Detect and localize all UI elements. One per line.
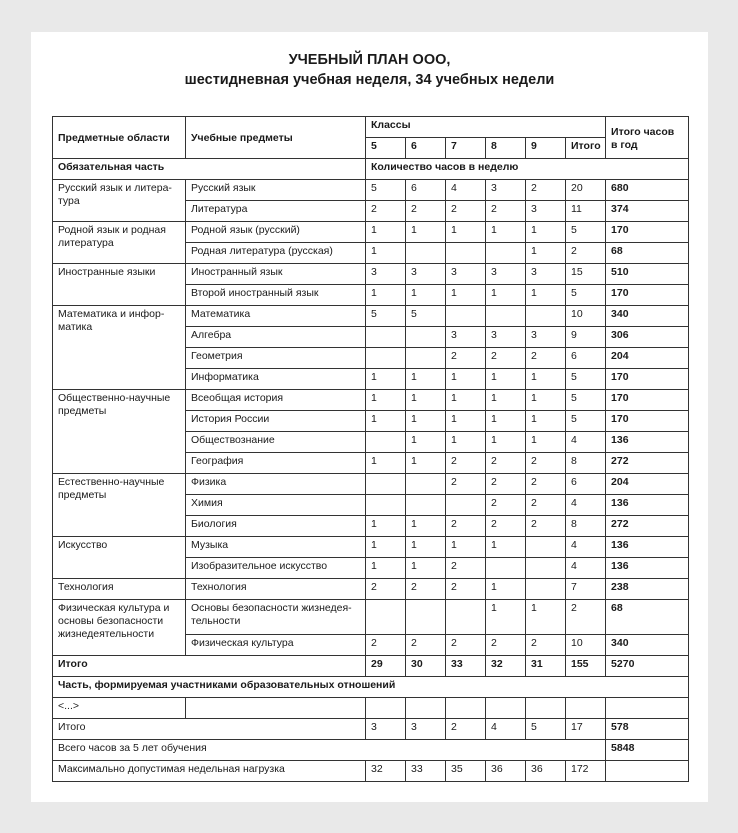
subject-area-cell: Искусство <box>53 537 186 579</box>
year-total-cell: 374 <box>606 201 689 222</box>
hours-cell: 3 <box>366 264 406 285</box>
hours-cell: 1 <box>486 537 526 558</box>
hours-cell: 1 <box>526 411 566 432</box>
all5-total-cell: 5848 <box>606 740 689 761</box>
hours-cell: 2 <box>366 635 406 656</box>
hours-cell: 4 <box>566 558 606 579</box>
table-row <box>53 222 689 243</box>
hours-cell: 2 <box>526 495 566 516</box>
itogo-hours-cell: 155 <box>566 656 606 677</box>
hours-cell <box>366 600 406 635</box>
table-row <box>53 474 689 495</box>
subject-cell: Биология <box>186 516 366 537</box>
header-grade: 8 <box>486 138 526 159</box>
hours-cell: 2 <box>446 516 486 537</box>
hours-cell: 1 <box>446 411 486 432</box>
subject-cell: Литература <box>186 201 366 222</box>
subject-cell: Музыка <box>186 537 366 558</box>
hours-cell: 1 <box>486 432 526 453</box>
hours-cell: 4 <box>566 537 606 558</box>
header-classes: Классы <box>366 117 606 138</box>
hours-cell: 3 <box>526 201 566 222</box>
hours-cell: 2 <box>486 453 526 474</box>
hours-cell: 1 <box>486 411 526 432</box>
subject-cell: Обществознание <box>186 432 366 453</box>
table-row <box>53 579 689 600</box>
hours-cell: 2 <box>486 495 526 516</box>
hours-cell: 10 <box>566 306 606 327</box>
hours-cell: 1 <box>406 390 446 411</box>
hours-cell: 1 <box>406 537 446 558</box>
hours-cell: 1 <box>446 537 486 558</box>
hours-cell: 1 <box>446 369 486 390</box>
hours-cell: 5 <box>566 390 606 411</box>
subject-cell: Математика <box>186 306 366 327</box>
hours-cell: 1 <box>366 411 406 432</box>
hours-cell: 8 <box>566 516 606 537</box>
hours-cell: 2 <box>446 201 486 222</box>
year-total-cell: 272 <box>606 516 689 537</box>
hours-cell: 1 <box>366 390 406 411</box>
itogo2-hours-cell: 4 <box>486 719 526 740</box>
hours-cell: 1 <box>526 432 566 453</box>
hours-cell: 2 <box>366 579 406 600</box>
subject-cell: Информатика <box>186 369 366 390</box>
year-total-cell: 204 <box>606 348 689 369</box>
subject-area-cell: Общественно-научные предметы <box>53 390 186 474</box>
mandatory-part-label: Обязательная часть <box>53 159 366 180</box>
hours-cell: 3 <box>446 264 486 285</box>
empty-cell <box>446 698 486 719</box>
hours-cell: 2 <box>486 474 526 495</box>
max-load-cell: 32 <box>366 761 406 782</box>
hours-cell: 6 <box>566 474 606 495</box>
hours-cell: 1 <box>406 558 446 579</box>
itogo-hours-cell: 29 <box>366 656 406 677</box>
table-row <box>53 719 689 740</box>
hours-cell <box>526 579 566 600</box>
hours-cell: 1 <box>526 600 566 635</box>
hours-cell: 1 <box>366 243 406 264</box>
hours-cell: 1 <box>366 558 406 579</box>
hours-cell <box>366 432 406 453</box>
hours-cell: 5 <box>566 411 606 432</box>
hours-cell: 3 <box>446 327 486 348</box>
hours-cell: 1 <box>406 222 446 243</box>
hours-cell: 2 <box>486 348 526 369</box>
hours-cell <box>406 243 446 264</box>
header-grade: 5 <box>366 138 406 159</box>
hours-cell <box>526 537 566 558</box>
table-row <box>53 740 689 761</box>
hours-cell <box>406 348 446 369</box>
year-total-cell: 136 <box>606 558 689 579</box>
year-total-cell: 136 <box>606 495 689 516</box>
doc-title-line2: шестидневная учебная неделя, 34 учебных недели <box>184 72 555 88</box>
itogo2-hours-cell: 17 <box>566 719 606 740</box>
hours-cell: 1 <box>406 432 446 453</box>
hours-cell: 2 <box>406 201 446 222</box>
all5-label: Всего часов за 5 лет обучения <box>53 740 606 761</box>
ellipsis-cell: <...> <box>53 698 186 719</box>
itogo2-hours-cell: 2 <box>446 719 486 740</box>
hours-cell: 2 <box>526 474 566 495</box>
hours-cell: 4 <box>566 495 606 516</box>
year-total-cell: 170 <box>606 390 689 411</box>
hours-cell: 4 <box>446 180 486 201</box>
hours-cell <box>446 306 486 327</box>
hours-cell: 2 <box>446 453 486 474</box>
doc-title-line1: УЧЕБНЫЙ ПЛАН ООО, <box>288 52 451 68</box>
max-load-cell: 36 <box>486 761 526 782</box>
year-total-cell: 340 <box>606 635 689 656</box>
hours-cell: 2 <box>526 516 566 537</box>
subject-cell: История России <box>186 411 366 432</box>
empty-cell <box>366 698 406 719</box>
subject-cell: Родная литература (русская) <box>186 243 366 264</box>
hours-cell: 5 <box>566 369 606 390</box>
hours-cell: 1 <box>406 285 446 306</box>
year-total-cell: 272 <box>606 453 689 474</box>
year-total-cell: 238 <box>606 579 689 600</box>
hours-cell <box>366 327 406 348</box>
hours-cell: 1 <box>526 222 566 243</box>
max-load-total-cell <box>606 761 689 782</box>
hours-cell <box>366 348 406 369</box>
subject-cell: Русский язык <box>186 180 366 201</box>
hours-cell: 2 <box>486 516 526 537</box>
hours-cell <box>486 306 526 327</box>
itogo-total-cell: 5270 <box>606 656 689 677</box>
year-total-cell: 204 <box>606 474 689 495</box>
table-row <box>53 698 689 719</box>
hours-cell: 9 <box>566 327 606 348</box>
year-total-cell: 170 <box>606 222 689 243</box>
itogo-hours-cell: 30 <box>406 656 446 677</box>
subject-area-cell: Родной язык и родная литература <box>53 222 186 264</box>
hours-cell: 1 <box>446 390 486 411</box>
itogo2-total-cell: 578 <box>606 719 689 740</box>
curriculum-table <box>52 116 689 782</box>
itogo2-label: Итого <box>53 719 366 740</box>
header-grade-total: Итого <box>566 138 606 159</box>
subject-area-cell: Математика и инфор-матика <box>53 306 186 390</box>
empty-cell <box>486 698 526 719</box>
itogo2-hours-cell: 5 <box>526 719 566 740</box>
hours-cell: 6 <box>566 348 606 369</box>
hours-cell: 1 <box>486 390 526 411</box>
hours-cell: 2 <box>526 453 566 474</box>
hours-cell: 2 <box>446 579 486 600</box>
subject-cell: Иностранный язык <box>186 264 366 285</box>
itogo-hours-cell: 31 <box>526 656 566 677</box>
max-load-cell: 172 <box>566 761 606 782</box>
hours-cell: 1 <box>486 285 526 306</box>
hours-cell: 2 <box>566 243 606 264</box>
subject-cell: Химия <box>186 495 366 516</box>
header-grade: 7 <box>446 138 486 159</box>
hours-cell: 1 <box>526 369 566 390</box>
hours-cell: 5 <box>566 222 606 243</box>
empty-cell <box>606 698 689 719</box>
itogo-label: Итого <box>53 656 366 677</box>
table-row <box>53 761 689 782</box>
hours-cell: 11 <box>566 201 606 222</box>
hours-cell: 1 <box>366 453 406 474</box>
part2-label: Часть, формируемая участниками образовательных отношений <box>53 677 689 698</box>
year-total-cell: 170 <box>606 411 689 432</box>
hours-cell: 1 <box>366 369 406 390</box>
subject-cell: География <box>186 453 366 474</box>
table-row <box>53 600 689 635</box>
hours-cell: 1 <box>366 222 406 243</box>
year-total-cell: 680 <box>606 180 689 201</box>
subject-cell: Физика <box>186 474 366 495</box>
hours-cell: 1 <box>486 600 526 635</box>
hours-cell: 1 <box>406 516 446 537</box>
hours-cell: 1 <box>526 390 566 411</box>
hours-cell: 3 <box>486 264 526 285</box>
subject-cell: Всеобщая история <box>186 390 366 411</box>
itogo2-hours-cell: 3 <box>366 719 406 740</box>
hours-cell: 4 <box>566 432 606 453</box>
subject-area-cell: Естественно-научные предметы <box>53 474 186 537</box>
hours-cell: 2 <box>486 201 526 222</box>
year-total-cell: 510 <box>606 264 689 285</box>
hours-cell <box>526 306 566 327</box>
hours-cell <box>406 327 446 348</box>
subject-cell: Родной язык (русский) <box>186 222 366 243</box>
hours-cell: 15 <box>566 264 606 285</box>
empty-cell <box>566 698 606 719</box>
header-subjects: Учебные предметы <box>186 117 366 159</box>
hours-cell: 6 <box>406 180 446 201</box>
document-page <box>31 32 708 802</box>
hours-cell: 1 <box>366 285 406 306</box>
hours-cell <box>446 495 486 516</box>
hours-cell: 1 <box>526 285 566 306</box>
hours-cell <box>406 495 446 516</box>
empty-cell <box>406 698 446 719</box>
hours-cell <box>446 600 486 635</box>
hours-cell: 10 <box>566 635 606 656</box>
hours-cell: 1 <box>446 285 486 306</box>
hours-cell: 1 <box>446 432 486 453</box>
table-row <box>53 656 689 677</box>
header-areas: Предметные области <box>53 117 186 159</box>
subject-area-cell: Русский язык и литера-тура <box>53 180 186 222</box>
hours-cell: 20 <box>566 180 606 201</box>
year-total-cell: 170 <box>606 285 689 306</box>
hours-cell: 1 <box>366 537 406 558</box>
table-row <box>53 677 689 698</box>
year-total-cell: 68 <box>606 243 689 264</box>
hours-cell <box>406 600 446 635</box>
hours-cell: 1 <box>486 369 526 390</box>
max-load-cell: 35 <box>446 761 486 782</box>
hours-cell: 2 <box>526 635 566 656</box>
hours-cell: 3 <box>526 264 566 285</box>
subject-cell: Геометрия <box>186 348 366 369</box>
table-row <box>53 537 689 558</box>
empty-cell <box>186 698 366 719</box>
hours-cell: 1 <box>446 222 486 243</box>
year-total-cell: 68 <box>606 600 689 635</box>
year-total-cell: 340 <box>606 306 689 327</box>
itogo2-hours-cell: 3 <box>406 719 446 740</box>
hours-cell: 5 <box>566 285 606 306</box>
hours-cell: 2 <box>446 558 486 579</box>
itogo-hours-cell: 33 <box>446 656 486 677</box>
table-row <box>53 264 689 285</box>
year-total-cell: 170 <box>606 369 689 390</box>
header-total: Итого часов в год <box>606 117 689 159</box>
itogo-hours-cell: 32 <box>486 656 526 677</box>
hours-cell <box>406 474 446 495</box>
hours-cell: 1 <box>486 222 526 243</box>
hours-cell: 3 <box>486 327 526 348</box>
hours-cell: 2 <box>486 635 526 656</box>
hours-cell <box>526 558 566 579</box>
hours-cell: 2 <box>366 201 406 222</box>
year-total-cell: 306 <box>606 327 689 348</box>
hours-cell: 3 <box>526 327 566 348</box>
hours-cell: 3 <box>486 180 526 201</box>
table-row <box>53 306 689 327</box>
hours-cell: 5 <box>366 306 406 327</box>
hours-cell <box>446 243 486 264</box>
empty-cell <box>526 698 566 719</box>
hours-cell <box>486 243 526 264</box>
hours-cell: 1 <box>406 453 446 474</box>
subject-cell: Алгебра <box>186 327 366 348</box>
hours-cell <box>486 558 526 579</box>
subject-area-cell: Физическая культура и основы безопасности жизнедеятельности <box>53 600 186 656</box>
hours-cell <box>366 495 406 516</box>
subject-area-cell: Иностранные языки <box>53 264 186 306</box>
hours-cell: 1 <box>406 369 446 390</box>
hours-cell: 1 <box>486 579 526 600</box>
subject-cell: Технология <box>186 579 366 600</box>
hours-cell: 1 <box>366 516 406 537</box>
table-row <box>53 390 689 411</box>
max-load-label: Максимально допустимая недельная нагрузка <box>53 761 366 782</box>
year-total-cell: 136 <box>606 432 689 453</box>
header-grade: 9 <box>526 138 566 159</box>
hours-cell: 2 <box>446 348 486 369</box>
hours-cell: 3 <box>406 264 446 285</box>
hours-cell <box>366 474 406 495</box>
hours-cell: 2 <box>446 474 486 495</box>
hours-cell: 5 <box>406 306 446 327</box>
hours-cell: 1 <box>526 243 566 264</box>
max-load-cell: 33 <box>406 761 446 782</box>
hours-cell: 8 <box>566 453 606 474</box>
subject-cell: Физическая культура <box>186 635 366 656</box>
subject-cell: Изобразительное искусство <box>186 558 366 579</box>
subject-cell: Второй иностранный язык <box>186 285 366 306</box>
max-load-cell: 36 <box>526 761 566 782</box>
hours-cell: 2 <box>406 579 446 600</box>
hours-cell: 7 <box>566 579 606 600</box>
year-total-cell: 136 <box>606 537 689 558</box>
hours-cell: 2 <box>406 635 446 656</box>
subject-area-cell: Технология <box>53 579 186 600</box>
hours-cell: 2 <box>566 600 606 635</box>
hours-per-week-label: Количество часов в неделю <box>366 159 689 180</box>
hours-cell: 1 <box>406 411 446 432</box>
subject-cell: Основы безопасности жизнедея-тельности <box>186 600 366 635</box>
hours-cell: 2 <box>526 348 566 369</box>
header-grade: 6 <box>406 138 446 159</box>
table-row <box>53 180 689 201</box>
hours-cell: 5 <box>366 180 406 201</box>
hours-cell: 2 <box>446 635 486 656</box>
hours-cell: 2 <box>526 180 566 201</box>
